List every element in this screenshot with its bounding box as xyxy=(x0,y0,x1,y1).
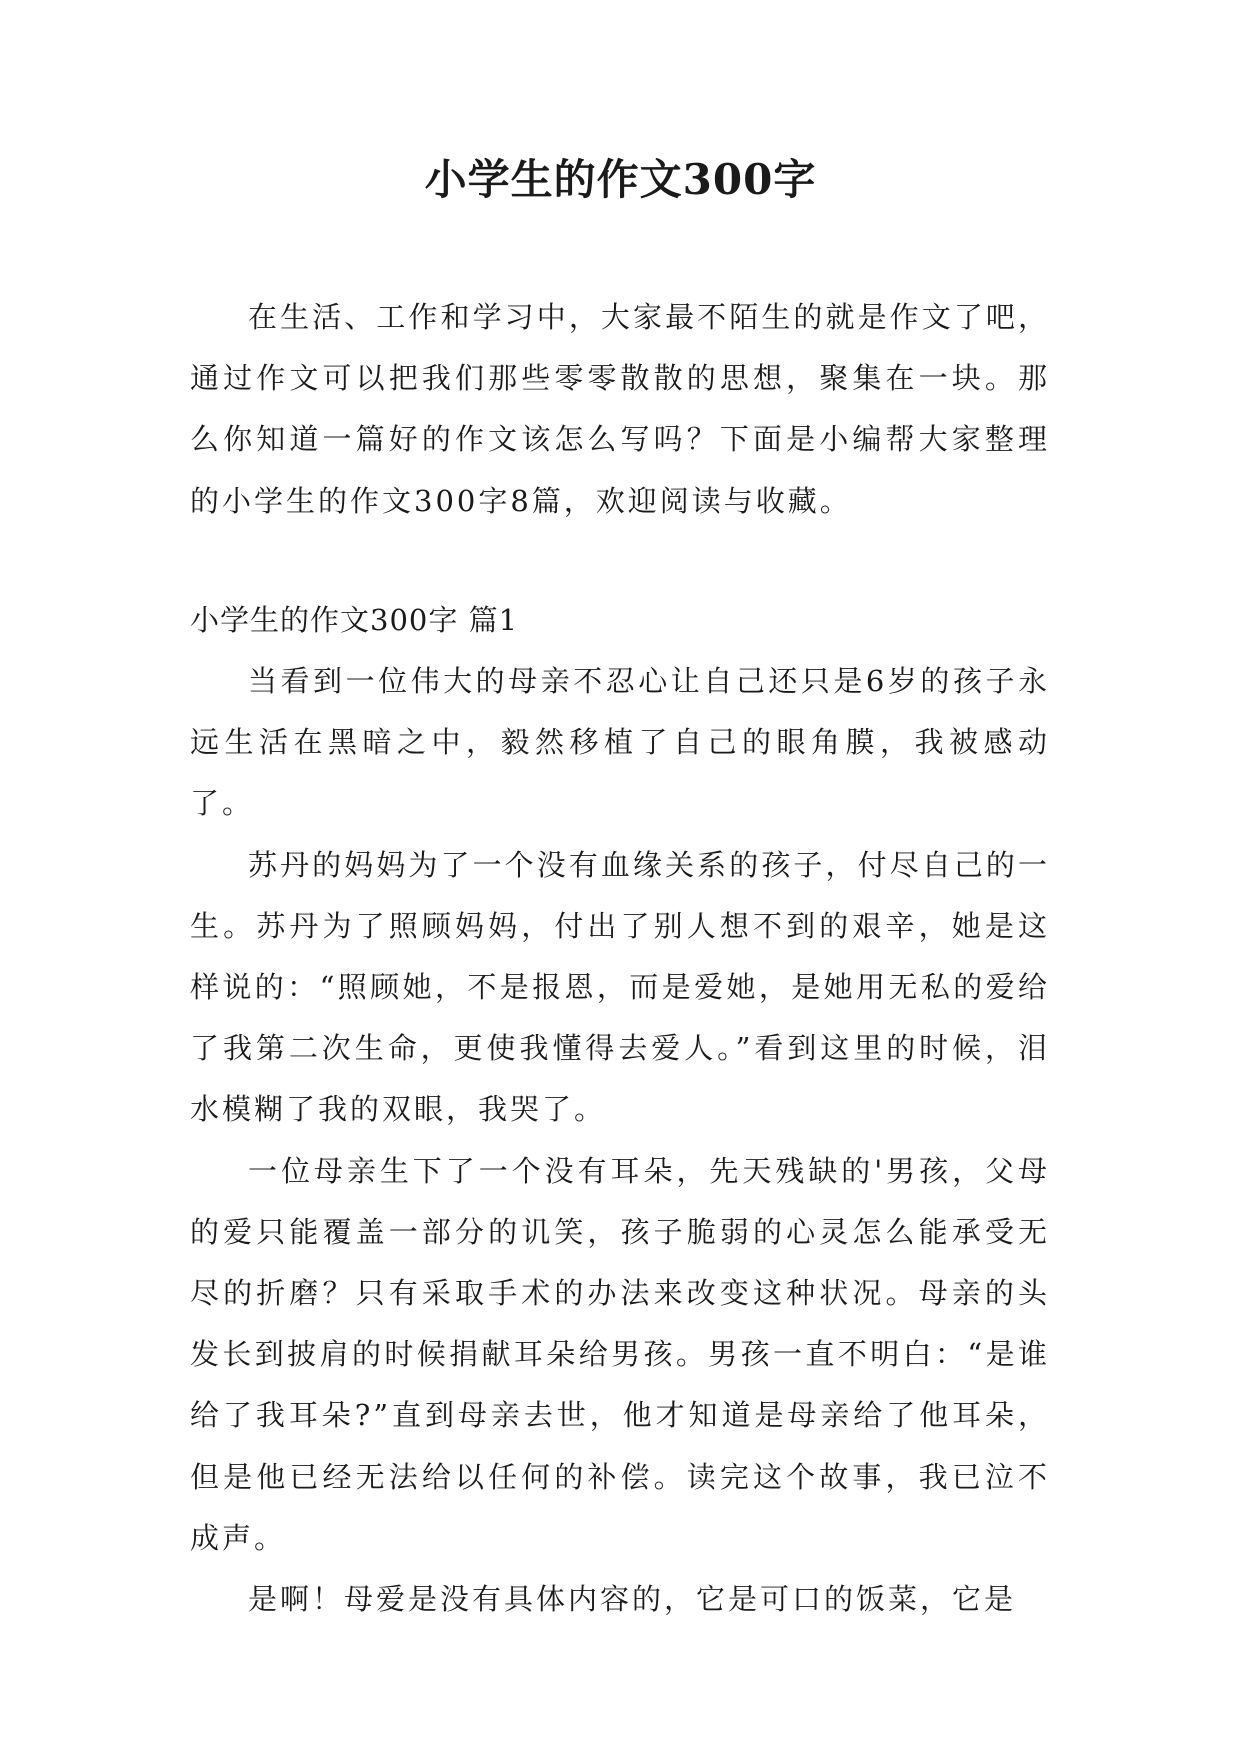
document-body xyxy=(190,287,1050,1630)
body-paragraph: 当看到一位伟大的母亲不忍心让自己还只是6岁的孩子永远生活在黑暗之中，毅然移植了自己的眼角膜，我被感动了。 xyxy=(190,664,1050,821)
body-paragraph: 一位母亲生下了一个没有耳朵，先天残缺的'男孩，父母的爱只能覆盖一部分的讥笑，孩子脆弱的心灵怎么能承受无尽的折磨？只有采取手术的办法来改变这种状况。母亲的头发长到披肩的时候捐献耳朵给男孩。男孩一直不明白：“是谁给了我耳朵?”直到母亲去世，他才知道是母亲给了他耳朵，但是他已经无法给以任何的补偿。读完这个故事，我已泣不成声。 xyxy=(190,1153,1050,1555)
document-title: 小学生的作文300字 xyxy=(424,155,817,204)
body-paragraph: 苏丹的妈妈为了一个没有血缘关系的孩子，付尽自己的一生。苏丹为了照顾妈妈，付出了别人想不到的艰辛，她是这样说的：“照顾她，不是报恩，而是爱她，是她用无私的爱给了我第二次生命，更使我懂得去爱人。”看到这里的时候，泪水模糊了我的双眼，我哭了。 xyxy=(190,847,1050,1127)
intro-paragraph: 在生活、工作和学习中，大家最不陌生的就是作文了吧，通过作文可以把我们那些零零散散的思想，聚集在一块。那么你知道一篇好的作文该怎么写吗？下面是小编帮大家整理的小学生的作文300字8篇，欢迎阅读与收藏。 xyxy=(190,300,1050,518)
section-heading: 小学生的作文300字 篇1 xyxy=(190,602,519,637)
body-paragraph: 是啊！母爱是没有具体内容的，它是可口的饭菜，它是 xyxy=(248,1582,1017,1617)
